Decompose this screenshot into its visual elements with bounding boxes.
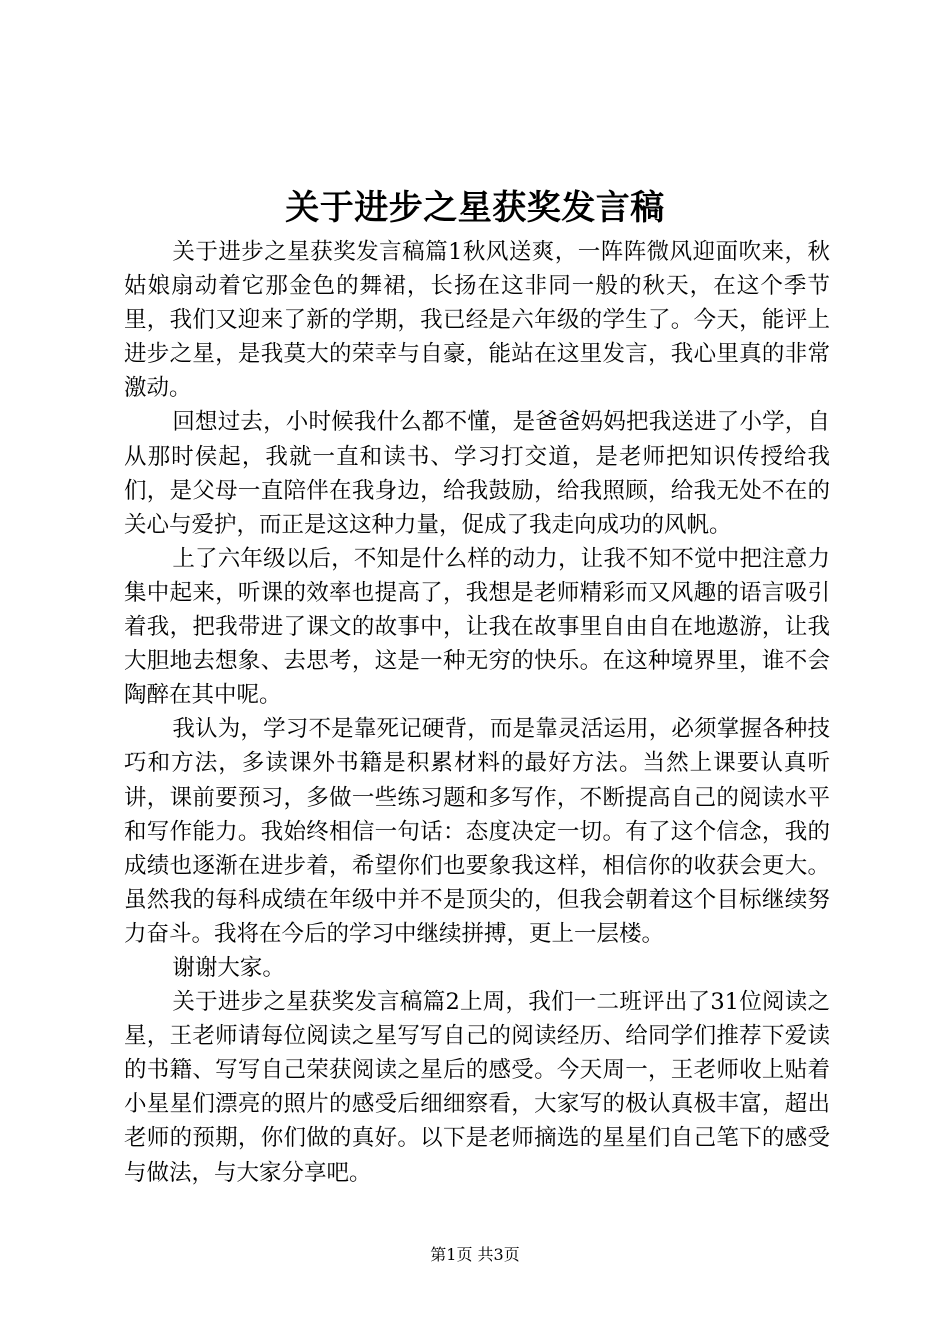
paragraph-1: 关于进步之星获奖发言稿篇1秋风送爽，一阵阵微风迎面吹来，秋姑娘扇动着它那金色的舞裙，长扬在这非同一般的秋天，在这个季节里，我们又迎来了新的学期，我已经是六年级的学生了。今天，能评上进步之星，是我莫大的荣幸与自豪，能站在这里发言，我心里真的非常激动。 [124,239,830,402]
paragraph-6: 关于进步之星获奖发言稿篇2上周，我们一二班评出了31位阅读之星，王老师请每位阅读之星写写自己的阅读经历、给同学们推荐下爱读的书籍、写写自己荣获阅读之星后的感受。今天周一，王老师收上贴着小星星们漂亮的照片的感受后细细察看，大家写的极认真极丰富，超出老师的预期，你们做的真好。以下是老师摘选的星星们自己笔下的感受与做法，与大家分享吧。 [124,989,830,1186]
document-body [124,235,830,1190]
paragraph-3: 上了六年级以后，不知是什么样的动力，让我不知不觉中把注意力集中起来，听课的效率也提高了，我想是老师精彩而又风趣的语言吸引着我，把我带进了课文的故事中，让我在故事里自由自在地遨游，让我大胆地去想象、去思考，这是一种无穷的快乐。在这种境界里，谁不会陶醉在其中呢。 [124,545,830,709]
paragraph-2: 回想过去，小时候我什么都不懂，是爸爸妈妈把我送进了小学，自从那时侯起，我就一直和读书、学习打交道，是老师把知识传授给我们，是父母一直陪伴在我身边，给我鼓励，给我照顾，给我无处不在的关心与爱护，而正是这这种力量，促成了我走向成功的风帆。 [124,409,830,538]
paragraph-4: 我认为，学习不是靠死记硬背，而是靠灵活运用，必须掌握各种技巧和方法，多读课外书籍是积累材料的最好方法。当然上课要认真听讲，课前要预习，多做一些练习题和多写作，不断提高自己的阅读水平和写作能力。我始终相信一句话：态度决定一切。有了这个信念，我的成绩也逐渐在进步着，希望你们也要象我这样，相信你的收获会更大。虽然我的每科成绩在年级中并不是顶尖的，但我会朝着这个目标继续努力奋斗。我将在今后的学习中继续拼搏，更上一层楼。 [124,716,830,947]
document-title: 关于进步之星获奖发言稿 [285,188,665,228]
page-footer: 第1页 共3页 [430,1245,520,1264]
paragraph-5: 谢谢大家。 [172,954,285,981]
